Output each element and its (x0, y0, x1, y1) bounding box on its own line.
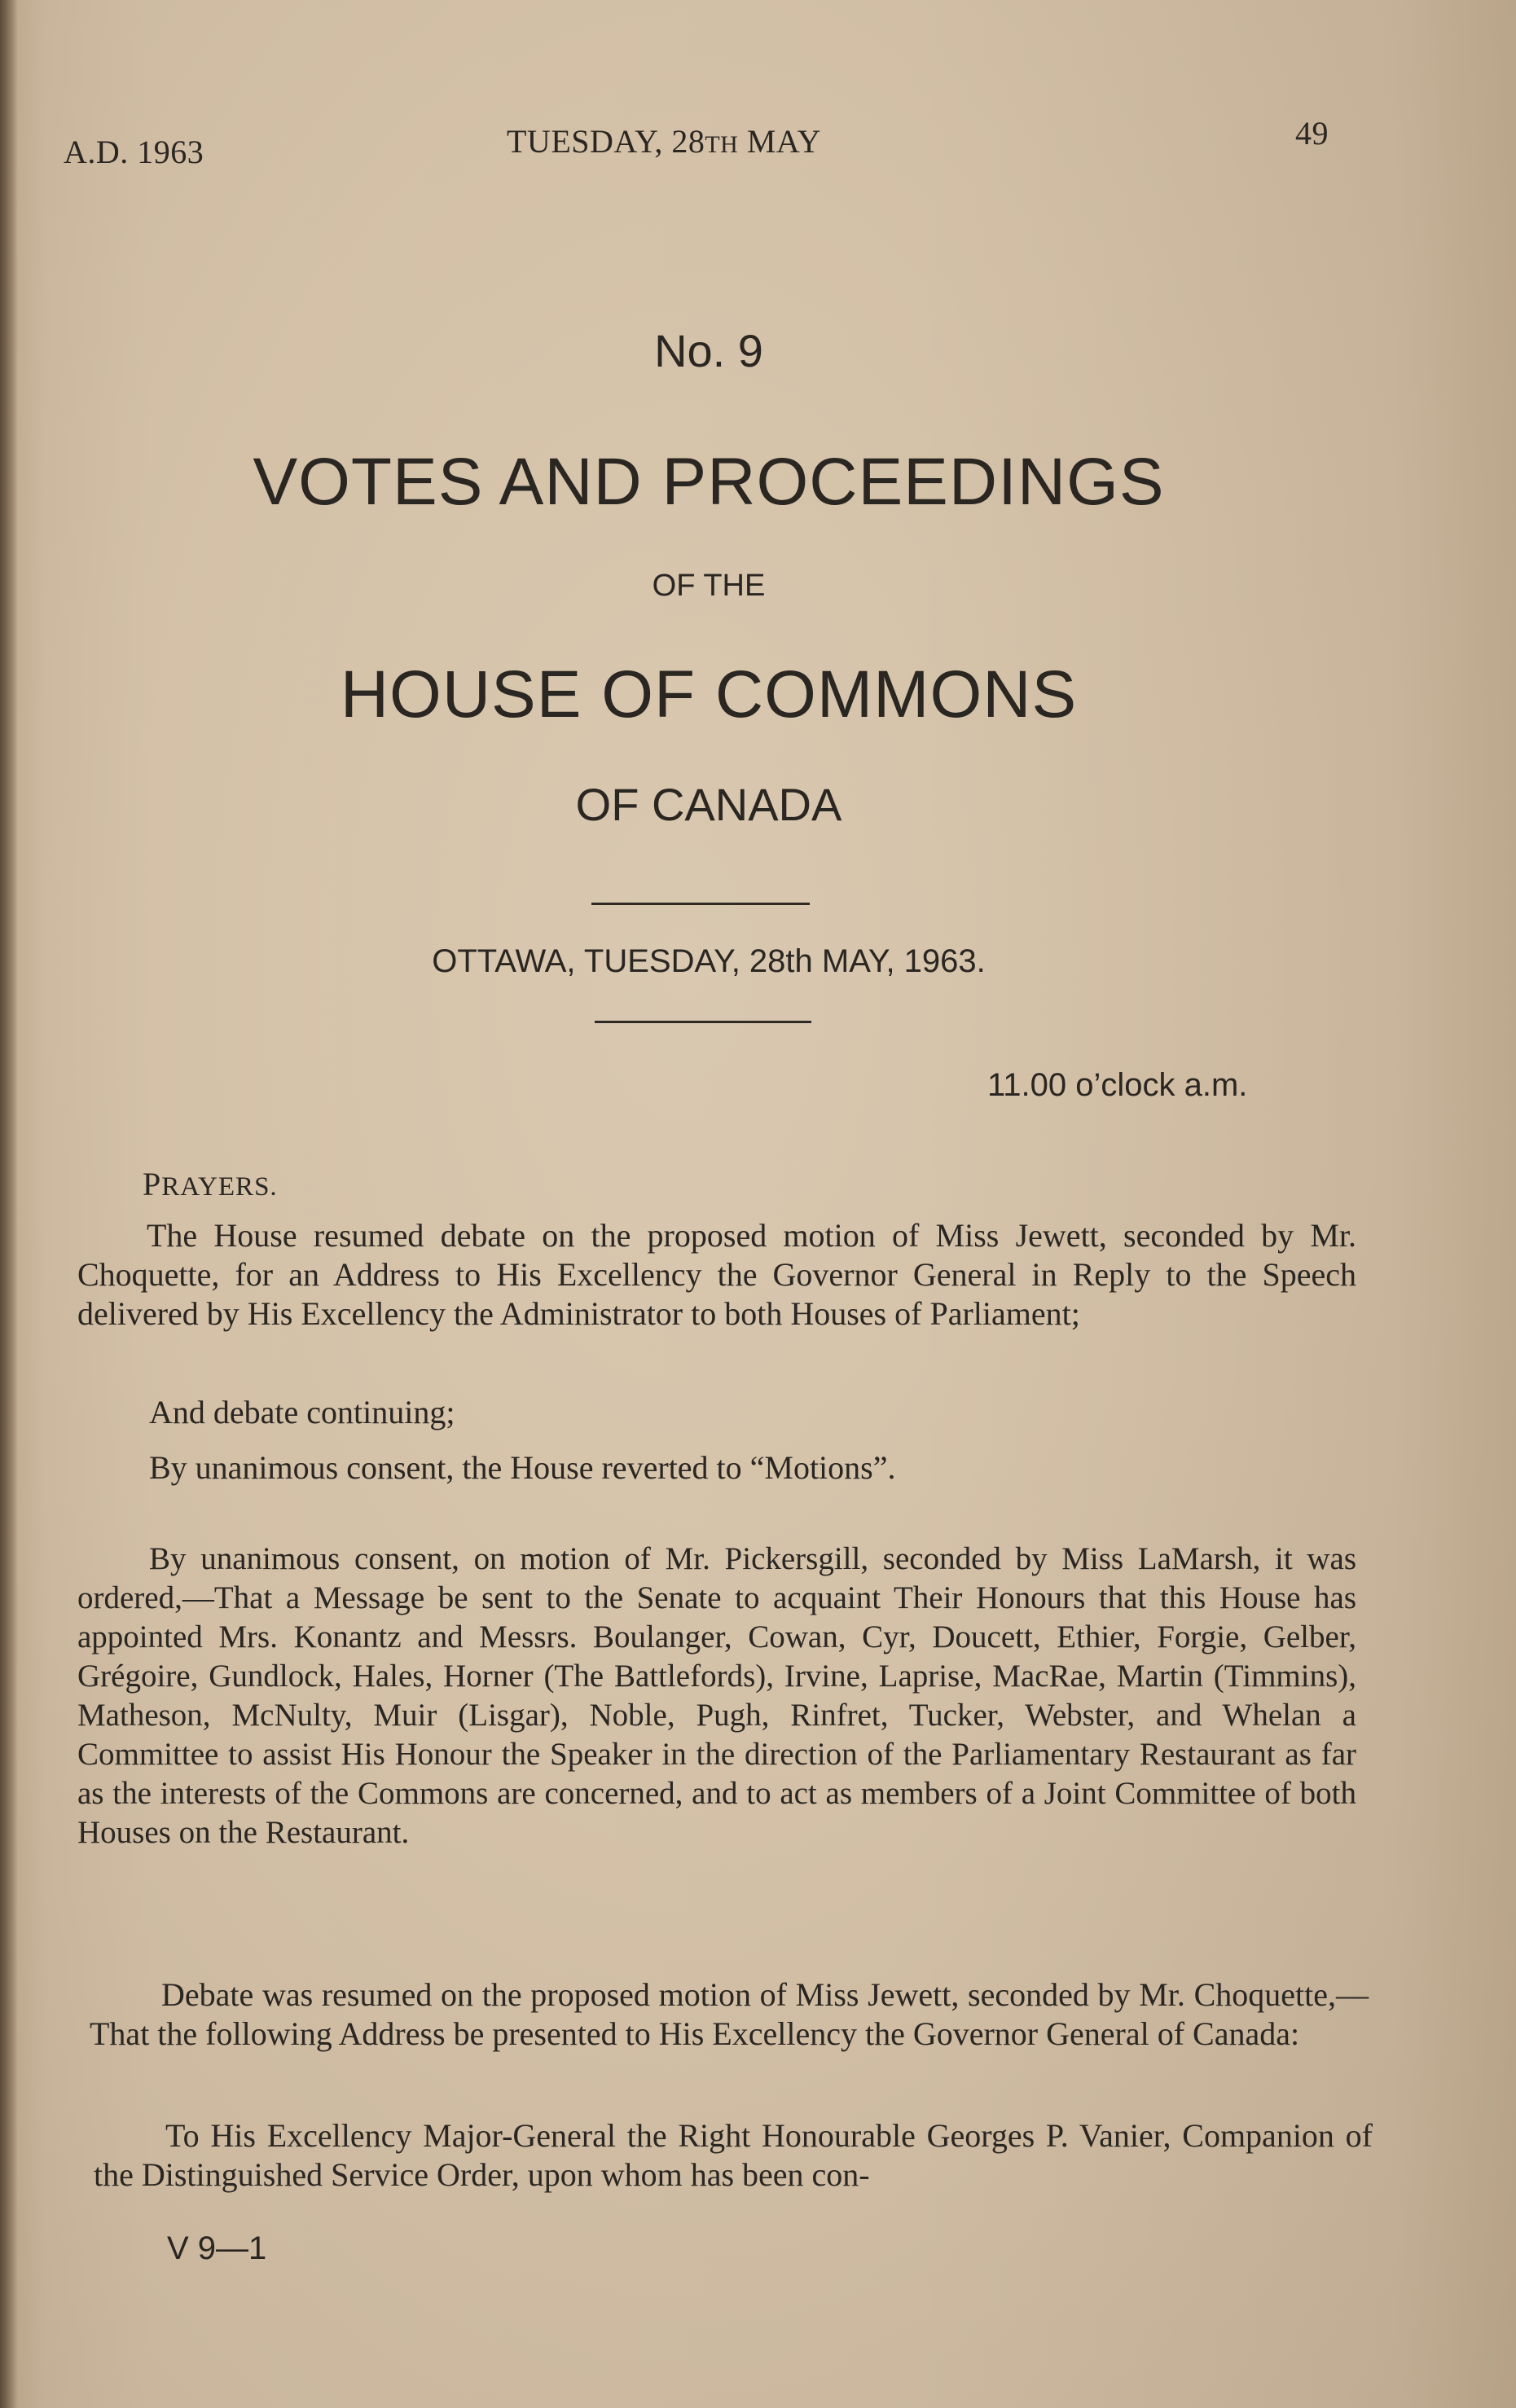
header-date (507, 122, 821, 160)
paragraph-resumed-debate: The House resumed debate on the proposed motion of Miss Jewett, seconded by Mr. Choquette, for an Address to His Excellency the Governor General in Reply to the Speech delivered by His Excellency the Administrator to both Houses of Parliament; (77, 1217, 1356, 1332)
header-date-month: MAY (746, 123, 822, 160)
paragraph-reverted-to-motions: By unanimous consent, the House reverted to “Motions”. (149, 1449, 896, 1486)
prayers-heading (143, 1165, 278, 1203)
signature-mark: V 9—1 (167, 2230, 267, 2266)
title-of-canada: OF CANADA (575, 779, 842, 830)
prayers-initial: P (143, 1166, 162, 1202)
paragraph-restaurant-committee: By unanimous consent, on motion of Mr. Pickersgill, seconded by Miss LaMarsh, it was ordered,—That a Message be sent to the Senate to acquaint Their Honours that this House has appointed Mrs. Konantz and Messrs. Boulanger, Cowan, Cyr, Doucett, Ethier, Forgie, Gelber, Grégoire, Gundlock, Hales, Horner (The Battlefords), Irvine, Laprise, MacRae, Martin (Timmins), Matheson, McNulty, Muir (Lisgar), Noble, Pugh, Rinfret, Tucker, Webster, and Whelan a Committee to assist His Honour the Speaker in the direction of the Parliamentary Restaurant as far as the interests of the Commons are concerned, and to act as members of a Joint Committee of both Houses on the Restaurant. (77, 1541, 1356, 1850)
divider-rule-top (591, 903, 810, 905)
header-date-suffix: TH (705, 131, 739, 158)
page-number: 49 (1295, 115, 1329, 152)
title-house-of-commons: HOUSE OF COMMONS (340, 657, 1078, 732)
paragraph-address-to-excellency: To His Excellency Major-General the Right Honourable Georges P. Vanier, Companion of the Distinguished Service Order, upon whom has been con- (94, 2117, 1373, 2193)
divider-rule-bottom (595, 1021, 811, 1023)
paragraph-debate-resumed: Debate was resumed on the proposed motion of Miss Jewett, seconded by Mr. Choquette,—That the following Address be presented to His Excellency the Governor General of Canada: (90, 1976, 1369, 2052)
dateline: OTTAWA, TUESDAY, 28th MAY, 1963. (432, 943, 986, 979)
title-votes-and-proceedings: VOTES AND PROCEEDINGS (253, 445, 1165, 519)
header-year: A.D. 1963 (64, 134, 204, 170)
issue-number: No. 9 (654, 325, 763, 376)
header-date-day: TUESDAY, 28 (507, 123, 705, 160)
sitting-time: 11.00 o’clock a.m. (987, 1067, 1248, 1103)
paragraph-debate-continuing: And debate continuing; (149, 1394, 455, 1430)
prayers-rest: RAYERS. (161, 1172, 278, 1202)
title-of-the: OF THE (652, 569, 766, 603)
